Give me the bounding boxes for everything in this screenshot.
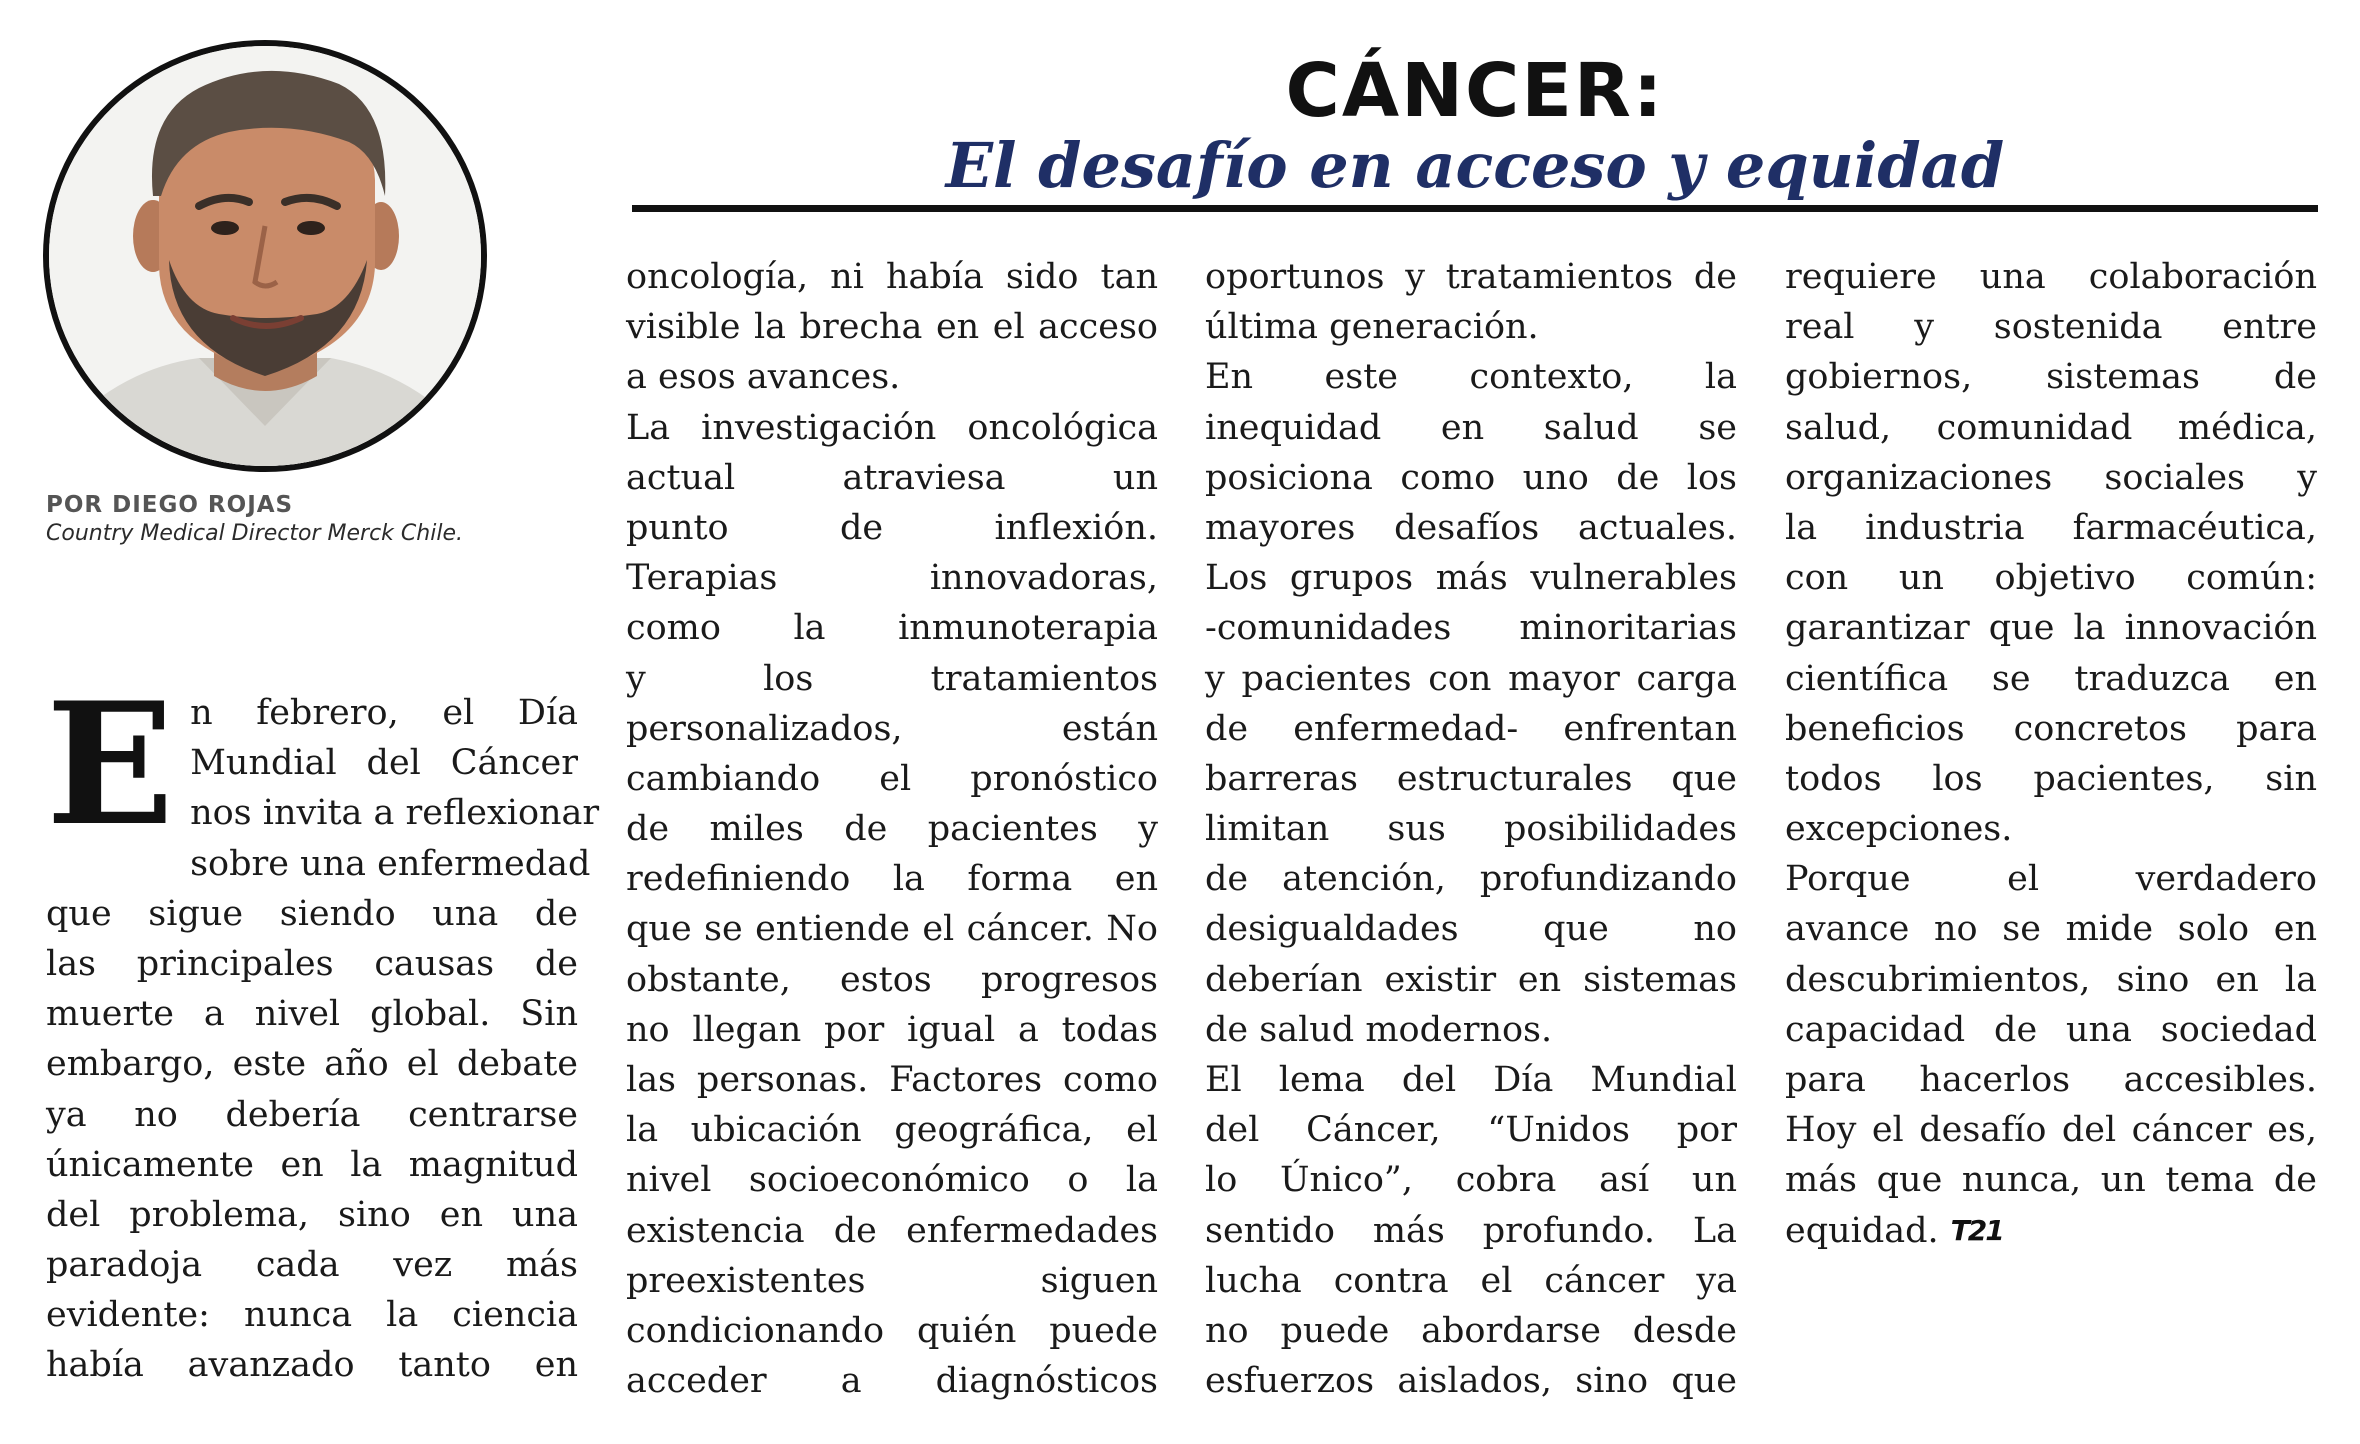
text-line: visible la brecha en el acceso [626, 307, 1158, 348]
article-column-2 [626, 252, 1158, 1406]
text-line: embargo, este año el debate [46, 1044, 578, 1085]
headline-rule [632, 205, 2318, 212]
text-line: oncología, ni había sido tan [626, 257, 1158, 297]
text-line: n febrero, el Día [190, 693, 578, 733]
text-line: acceder a diagnósticos [626, 1361, 1158, 1402]
author-role: Country Medical Director Merck Chile. [46, 521, 463, 546]
text-line: descubrimientos, sino en la [1785, 959, 2317, 1000]
text-line: limitan sus posibilidades [1205, 809, 1737, 850]
text-line: real y sostenida entre [1785, 307, 2317, 348]
text-line: mayores desafíos actuales. [1205, 507, 1737, 548]
text-line: redefiniendo la forma en [626, 859, 1158, 900]
drop-cap: E [46, 665, 175, 863]
text-line: de enfermedad- enfrentan [1205, 708, 1737, 749]
text-line: no llegan por igual a todas [626, 1009, 1158, 1050]
text-line: equidad. [1785, 1210, 1939, 1251]
text-line: no puede abordarse desde [1205, 1310, 1737, 1351]
text-line: y los tratamientos [626, 658, 1158, 699]
text-line: deberían existir en sistemas [1205, 959, 1737, 1000]
text-line: salud, comunidad médica, [1785, 407, 2317, 448]
text-line: organizaciones sociales y [1785, 457, 2317, 498]
text-line: ya no debería centrarse [46, 1094, 578, 1135]
text-line: las principales causas de [46, 943, 578, 984]
author-name: POR DIEGO ROJAS [46, 492, 294, 518]
byline [46, 490, 606, 548]
headline [630, 48, 2320, 202]
text-line: de atención, profundizando [1205, 859, 1737, 900]
text-line: como la inmunoterapia [626, 608, 1158, 649]
text-line: -comunidades minoritarias [1205, 608, 1737, 649]
text-line: lo Único”, cobra así un [1205, 1160, 1737, 1201]
text-line: Hoy el desafío del cáncer es, [1785, 1110, 2317, 1151]
text-line: había avanzado tanto en [46, 1345, 578, 1386]
text-line: última generación. [1205, 307, 1539, 348]
text-line: desigualdades que no [1205, 909, 1737, 950]
text-line: con un objetivo común: [1785, 558, 2317, 599]
text-line: paradoja cada vez más [46, 1245, 578, 1286]
text-line: personalizados, están [626, 708, 1158, 749]
text-line: condicionando quién puede [626, 1310, 1158, 1351]
text-line: a esos avances. [626, 357, 901, 398]
headline-kicker: CÁNCER: [1285, 48, 1665, 134]
text-line: En este contexto, la [1205, 357, 1737, 398]
text-line: gobiernos, sistemas de [1785, 357, 2317, 398]
text-line: la industria farmacéutica, [1785, 507, 2317, 548]
text-line: de miles de pacientes y [626, 809, 1158, 850]
text-line: para hacerlos accesibles. [1785, 1060, 2317, 1100]
text-line: científica se traduzca en [1785, 658, 2317, 699]
text-line: sobre una enfermedad [190, 843, 591, 884]
text-line: y pacientes con mayor carga [1205, 658, 1737, 699]
text-line: del problema, sino en una [46, 1194, 578, 1235]
headline-title: El desafío en acceso y equidad [945, 129, 2005, 202]
text-line: excepciones. [1785, 809, 2013, 850]
text-line: de salud modernos. [1205, 1009, 1553, 1050]
text-line: actual atraviesa un [626, 457, 1158, 498]
text-line: Mundial del Cáncer [190, 743, 578, 784]
text-line: oportunos y tratamientos de [1205, 257, 1737, 297]
text-line: garantizar que la innovación [1785, 608, 2317, 649]
text-line: inequidad en salud se [1205, 407, 1737, 448]
text-line-final [1785, 1206, 2317, 1256]
text-line: evidente: nunca la ciencia [46, 1295, 578, 1336]
text-line: capacidad de una sociedad [1785, 1009, 2317, 1050]
text-line: barreras estructurales que [1205, 758, 1737, 799]
text-line: más que nunca, un tema de [1785, 1160, 2317, 1201]
text-line: punto de inflexión. [626, 507, 1158, 548]
text-line: cambiando el pronóstico [626, 758, 1158, 799]
text-line: la ubicación geográfica, el [626, 1110, 1158, 1151]
article-column-1 [46, 665, 600, 1391]
text-line: las personas. Factores como [626, 1060, 1158, 1100]
text-line: que sigue siendo una de [46, 893, 578, 934]
text-line: La investigación oncológica [626, 407, 1158, 448]
text-line: avance no se mide solo en [1785, 909, 2317, 950]
text-line: beneficios concretos para [1785, 708, 2317, 749]
text-line: todos los pacientes, sin [1785, 758, 2317, 799]
text-line: El lema del Día Mundial [1205, 1060, 1737, 1100]
text-line: lucha contra el cáncer ya [1205, 1260, 1737, 1301]
text-line: nos invita a reflexionar [190, 793, 600, 834]
text-line: Terapias innovadoras, [626, 558, 1158, 599]
text-line: requiere una colaboración [1785, 257, 2317, 297]
text-line: preexistentes siguen [626, 1260, 1158, 1301]
text-line: del Cáncer, “Unidos por [1205, 1110, 1737, 1151]
text-line: Los grupos más vulnerables [1205, 558, 1737, 599]
text-line: únicamente en la magnitud [46, 1144, 578, 1185]
text-line: posiciona como uno de los [1205, 457, 1737, 498]
article-column-4 [1785, 252, 2317, 1256]
text-line: existencia de enfermedades [626, 1210, 1158, 1251]
text-line: esfuerzos aislados, sino que [1205, 1361, 1737, 1402]
article-column-3 [1205, 252, 1737, 1406]
text-line: que se entiende el cáncer. No [626, 909, 1158, 950]
author-portrait [43, 40, 487, 472]
text-line: nivel socioeconómico o la [626, 1160, 1158, 1201]
text-line: sentido más profundo. La [1205, 1210, 1737, 1251]
text-line: obstante, estos progresos [626, 959, 1158, 1000]
text-line: muerte a nivel global. Sin [46, 994, 578, 1035]
end-mark-logo: T21 [1950, 1213, 2003, 1247]
text-line: Porque el verdadero [1785, 859, 2317, 900]
